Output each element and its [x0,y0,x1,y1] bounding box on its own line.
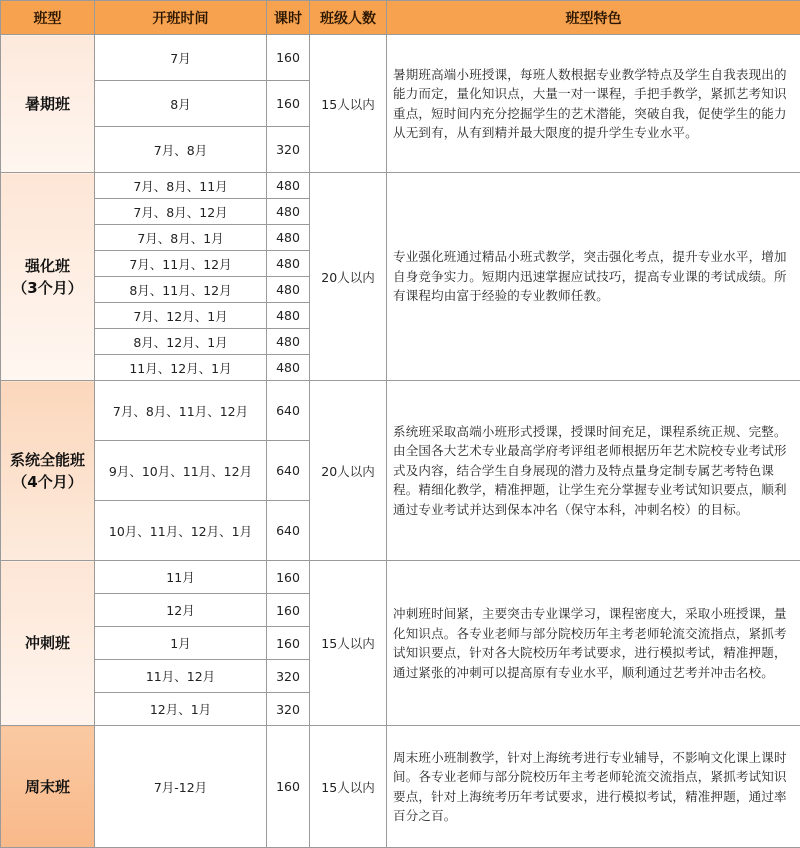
hours-cell: 640 [267,501,310,561]
start-time-cell: 11月、12月 [95,660,267,693]
start-time-cell: 7月、8月、12月 [95,199,267,225]
start-time-cell: 8月、11月、12月 [95,277,267,303]
start-time-cell: 8月、12月、1月 [95,329,267,355]
table-row [1,35,800,81]
table-row [1,561,800,594]
feature-cell: 系统班采取高端小班形式授课，授课时间充足，课程系统正规、完整。由全国各大艺术专业最高学府考评组老师根据历年艺术院校专业考试形式及内容，结合学生自身展现的潜力及特点量身定制专属艺考特色课程。精细化教学，精准押题，让学生充分掌握专业考试知识要点，顺利通过专业考试并达到保本冲名（保守本科，冲刺名校）的目标。 [387,381,800,561]
start-time-cell: 12月 [95,594,267,627]
table-row [1,173,800,199]
class-type-name: 周末班 [1,776,94,798]
hours-cell: 480 [267,199,310,225]
class-type-name: 暑期班 [1,93,94,115]
hours-cell: 480 [267,329,310,355]
feature-cell: 暑期班高端小班授课，每班人数根据专业教学特点及学生自我表现出的能力而定，量化知识点，大量一对一课程，手把手教学，紧抓艺考知识重点，短时间内充分挖掘学生的艺术潜能，突破自我，促使学生的能力从无到有，从有到精并最大限度的提升学生专业水平。 [387,35,800,173]
hours-cell: 320 [267,693,310,726]
class-size-cell: 15人以内 [310,561,387,726]
class-type-duration: （4个月） [1,471,94,493]
class-size-cell: 20人以内 [310,173,387,381]
hours-cell: 480 [267,303,310,329]
hours-cell: 320 [267,127,310,173]
class-type-duration: （3个月） [1,277,94,299]
header-class-size: 班级人数 [310,1,387,35]
header-class-type: 班型 [1,1,95,35]
feature-cell: 周末班小班制教学，针对上海统考进行专业辅导，不影响文化课上课时间。各专业老师与部分院校历年主考老师轮流交流指点，紧抓考试知识要点，针对上海统考历年考试要求，进行模拟考试，精准押题，通过率百分之百。 [387,726,800,848]
hours-cell: 320 [267,660,310,693]
class-type-name: 冲刺班 [1,632,94,654]
table-row [1,726,800,848]
hours-cell: 160 [267,726,310,848]
hours-cell: 480 [267,277,310,303]
class-type-intensive [1,173,95,381]
start-time-cell: 7月、8月 [95,127,267,173]
class-type-summer [1,35,95,173]
hours-cell: 160 [267,35,310,81]
class-type-name: 强化班 [1,255,94,277]
table-row [1,381,800,441]
class-type-comprehensive [1,381,95,561]
hours-cell: 480 [267,355,310,381]
start-time-cell: 12月、1月 [95,693,267,726]
start-time-cell: 9月、10月、11月、12月 [95,441,267,501]
class-size-cell: 20人以内 [310,381,387,561]
start-time-cell: 7月-12月 [95,726,267,848]
hours-cell: 160 [267,594,310,627]
class-type-name: 系统全能班 [1,449,94,471]
start-time-cell: 8月 [95,81,267,127]
feature-cell: 冲刺班时间紧，主要突击专业课学习，课程密度大，采取小班授课，量化知识点。各专业老师与部分院校历年主考老师轮流交流指点，紧抓考试知识要点，针对各大院校历年考试要求，进行模拟考试，精准押题，通过紧张的冲刺可以提高原有专业水平，顺利通过艺考并冲击名校。 [387,561,800,726]
start-time-cell: 7月、8月、1月 [95,225,267,251]
class-type-weekend [1,726,95,848]
start-time-cell: 1月 [95,627,267,660]
header-hours: 课时 [267,1,310,35]
hours-cell: 160 [267,81,310,127]
hours-cell: 160 [267,627,310,660]
hours-cell: 480 [267,225,310,251]
start-time-cell: 7月 [95,35,267,81]
hours-cell: 480 [267,251,310,277]
hours-cell: 480 [267,173,310,199]
start-time-cell: 7月、8月、11月、12月 [95,381,267,441]
start-time-cell: 10月、11月、12月、1月 [95,501,267,561]
header-features: 班型特色 [387,1,800,35]
start-time-cell: 7月、8月、11月 [95,173,267,199]
start-time-cell: 7月、12月、1月 [95,303,267,329]
feature-cell: 专业强化班通过精品小班式教学，突击强化考点，提升专业水平，增加自身竞争实力。短期内迅速掌握应试技巧，提高专业课的考试成绩。所有课程均由富于经验的专业教师任教。 [387,173,800,381]
start-time-cell: 7月、11月、12月 [95,251,267,277]
start-time-cell: 11月、12月、1月 [95,355,267,381]
start-time-cell: 11月 [95,561,267,594]
hours-cell: 640 [267,381,310,441]
class-size-cell: 15人以内 [310,35,387,173]
class-type-sprint [1,561,95,726]
header-row [1,1,800,35]
hours-cell: 640 [267,441,310,501]
hours-cell: 160 [267,561,310,594]
class-size-cell: 15人以内 [310,726,387,848]
header-start-time: 开班时间 [95,1,267,35]
